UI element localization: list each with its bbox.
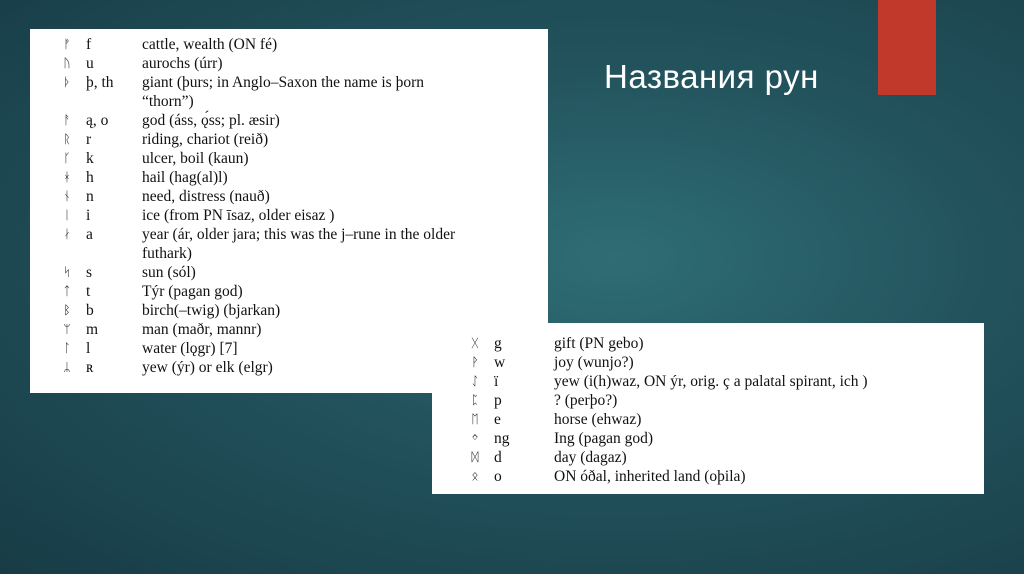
rune-meaning: man (maðr, mannr) [142,321,262,338]
rune-glyph: ᛅ [63,227,71,241]
rune-row [56,225,526,244]
rune-meaning: cattle, wealth (ON fé) [142,36,278,53]
rune-row [56,149,526,168]
rune-glyph: ᚢ [63,56,71,70]
rune-row [464,391,964,410]
rune-meaning: hail (hag(al)l) [142,169,228,186]
rune-glyph: ᚴ [63,151,71,165]
rune-meaning: ice (from PN īsaz, older eisaz ) [142,207,335,224]
rune-row [56,263,526,282]
rune-meaning: ? (perþo?) [554,392,618,409]
rune-glyph: ᚷ [471,336,479,350]
rune-row [56,282,526,301]
rune-row [56,301,526,320]
rune-transliteration: d [494,449,502,466]
rune-row [464,372,964,391]
rune-transliteration: u [86,55,94,72]
rune-transliteration: k [86,150,94,167]
rune-transliteration: g [494,335,502,352]
rune-meaning: year (ár, older jara; this was the j–rune in the older [142,226,456,243]
rune-glyph: ᚨ [63,113,71,127]
rune-transliteration: b [86,302,94,319]
rune-transliteration: a [86,226,93,243]
rune-row [56,92,526,111]
rune-glyph: ᛒ [63,303,71,317]
rune-meaning: joy (wunjo?) [554,354,634,371]
rune-transliteration: m [86,321,99,338]
rune-glyph: ᛦ [63,360,71,374]
rune-glyph: ᛏ [63,284,71,298]
rune-transliteration: l [86,340,91,357]
rune-row [56,244,526,263]
rune-meaning: yew (ýr) or elk (elgr) [142,359,273,376]
rune-meaning: aurochs (úrr) [142,55,223,72]
accent-bar [878,0,936,95]
rune-transliteration: o [494,468,502,485]
rune-glyph: ᚱ [63,132,71,146]
rune-glyph: ᛜ [471,431,479,445]
rune-row [56,130,526,149]
rune-meaning: “thorn”) [142,93,194,110]
rune-table-image-right [432,323,984,494]
slide-title: Названия рун [604,58,819,95]
rune-meaning: horse (ehwaz) [554,411,642,428]
rune-meaning: ulcer, boil (kaun) [142,150,249,167]
rune-glyph: ᚾ [63,189,71,203]
rune-glyph: ᛋ [63,265,71,279]
rune-transliteration: p [494,392,502,409]
rune-transliteration: t [86,283,91,300]
rune-glyph: ᛖ [471,412,479,426]
rune-transliteration: r [86,131,92,148]
rune-meaning: gift (PN gebo) [554,335,644,352]
rune-glyph: ᛁ [63,208,71,222]
rune-meaning: riding, chariot (reið) [142,131,269,148]
rune-row [56,206,526,225]
rune-meaning: need, distress (nauð) [142,188,270,205]
rune-transliteration: e [494,411,501,428]
rune-meaning: god (áss, ǫ́ss; pl. æsir) [142,112,280,129]
rune-glyph: ᚹ [471,355,479,369]
rune-row [464,429,964,448]
rune-glyph: ᛘ [63,322,71,336]
rune-transliteration: h [86,169,94,186]
rune-meaning: futhark) [142,245,192,262]
rune-meaning: giant (þurs; in Anglo–Saxon the name is þorn [142,74,424,91]
rune-row [464,467,964,486]
rune-row [56,73,526,92]
rune-row [464,334,964,353]
rune-row [464,410,964,429]
rune-transliteration: s [86,264,93,281]
rune-row [56,111,526,130]
rune-meaning: Ing (pagan god) [554,430,653,447]
rune-meaning: water (lǫgr) [7] [142,340,238,357]
rune-row [56,168,526,187]
rune-row [464,353,964,372]
rune-transliteration: ï [494,373,499,390]
rune-transliteration: f [86,36,92,53]
rune-glyph: ᛚ [63,341,71,355]
rune-row [56,35,526,54]
rune-glyph: ᚼ [63,170,71,184]
rune-glyph: ᛈ [471,393,479,407]
rune-meaning: yew (i(h)waz, ON ýr, orig. ç a palatal spirant, ich ) [554,373,868,390]
rune-transliteration: ʀ [86,359,94,376]
rune-transliteration: n [86,188,94,205]
rune-meaning: Týr (pagan god) [142,283,243,300]
rune-meaning: sun (sól) [142,264,196,281]
rune-meaning: day (dagaz) [554,449,627,466]
rune-glyph: ᛟ [471,469,479,483]
rune-glyph: ᚦ [63,75,71,89]
rune-glyph: ᚠ [63,37,71,51]
rune-transliteration: þ, th [86,74,114,91]
rune-glyph: ᛇ [471,374,479,388]
rune-transliteration: ą, o [86,112,109,129]
rune-glyph: ᛞ [471,450,479,464]
rune-list-right [464,334,964,486]
rune-meaning: birch(–twig) (bjarkan) [142,302,281,319]
rune-row [56,187,526,206]
rune-transliteration: ng [494,430,510,447]
rune-row [464,448,964,467]
rune-transliteration: i [86,207,91,224]
rune-meaning: ON óðal, inherited land (oþila) [554,468,746,485]
rune-transliteration: w [494,354,506,371]
rune-row [56,54,526,73]
